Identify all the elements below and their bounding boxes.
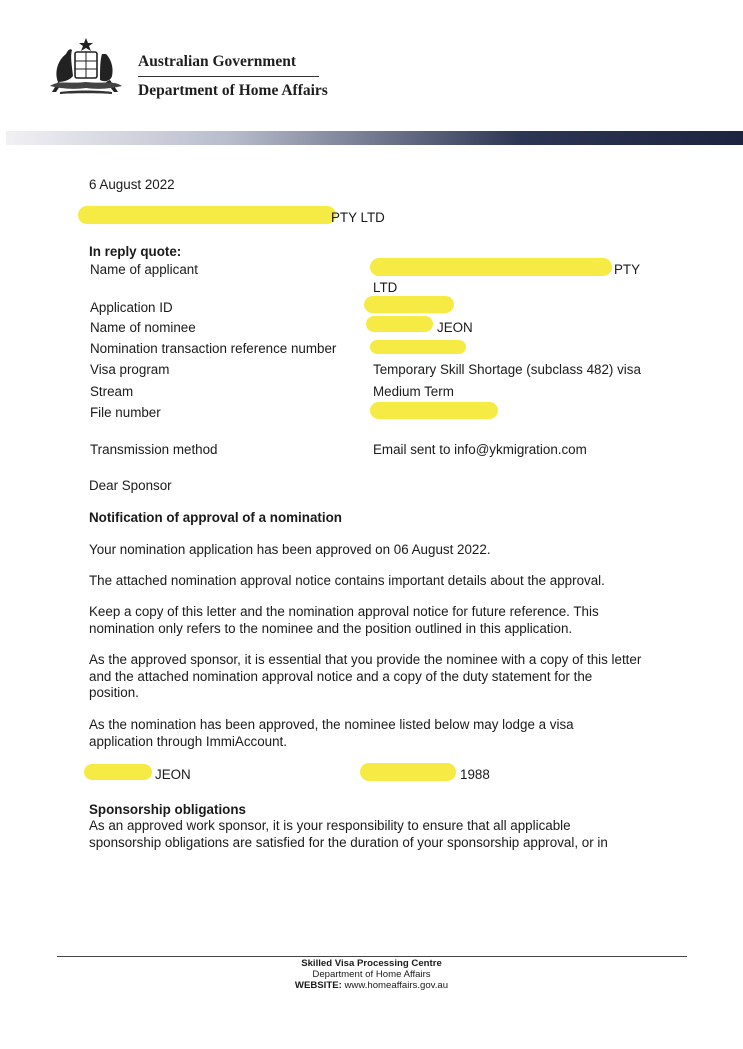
nominee-dob-suffix: 1988 [460,767,490,782]
footer-divider [57,956,687,957]
redaction-highlight [366,316,433,332]
body-paragraph: As the nomination has been approved, the nominee listed below may lodge a visa application through ImmiAccount. [89,717,574,749]
file-number-label: File number [90,405,161,420]
transmission-value: Email sent to info@ykmigration.com [373,442,587,457]
nominee-name-suffix: JEON [155,767,191,782]
footer-department: Department of Home Affairs [312,969,431,980]
nominee-label: Name of nominee [90,320,196,335]
obligations-heading: Sponsorship obligations [89,802,246,817]
redaction-highlight [370,258,612,276]
redaction-highlight [78,206,336,224]
stream-label: Stream [90,384,134,399]
reply-quote-heading: In reply quote: [89,244,182,259]
body-paragraph: Keep a copy of this letter and the nomination approval notice for future reference. This nomination only refers to the nominee and the position outlined in this application. [89,604,599,636]
redaction-highlight [84,764,152,780]
redaction-highlight [364,296,454,313]
applicant-label: Name of applicant [90,262,198,277]
letter-subject: Notification of approval of a nomination [89,510,342,525]
footer-centre: Skilled Visa Processing Centre [301,958,442,969]
redaction-highlight [370,340,466,354]
visa-program-label: Visa program [90,362,170,377]
footer-website-label: WEBSITE: [294,980,342,991]
trn-label: Nomination transaction reference number [90,341,337,356]
body-paragraph: The attached nomination approval notice contains important details about the approval. [89,573,605,588]
footer-website-url[interactable]: www.homeaffairs.gov.au [344,980,449,991]
government-name: Australian Government [138,53,297,70]
department-name: Department of Home Affairs [138,82,328,99]
nominee-value-suffix: JEON [437,320,473,335]
body-paragraph: As the approved sponsor, it is essential that you provide the nominee with a copy of this letter and the attached nomination approval notice and a copy of the duty statement for the position. [89,652,642,700]
redaction-highlight [360,763,456,781]
body-paragraph: Your nomination application has been approved on 06 August 2022. [89,542,491,557]
footer-website [0,980,743,991]
visa-program-value: Temporary Skill Shortage (subclass 482) visa [373,362,641,377]
letter-date: 6 August 2022 [89,177,175,192]
stream-value: Medium Term [373,384,454,399]
application-id-label: Application ID [90,300,173,315]
obligations-text: As an approved work sponsor, it is your responsibility to ensure that all applicable sponsorship obligations are satisfied for the duration of your sponsorship approval, or in [89,818,608,850]
header-band [6,131,743,145]
transmission-label: Transmission method [90,442,218,457]
addressee-suffix: PTY LTD [331,210,385,225]
salutation: Dear Sponsor [89,478,172,493]
applicant-value-line2: LTD [373,280,398,295]
header-divider [138,76,319,77]
redaction-highlight [370,402,498,419]
applicant-value-suffix: PTY [614,262,641,277]
coat-of-arms-icon [44,36,128,98]
